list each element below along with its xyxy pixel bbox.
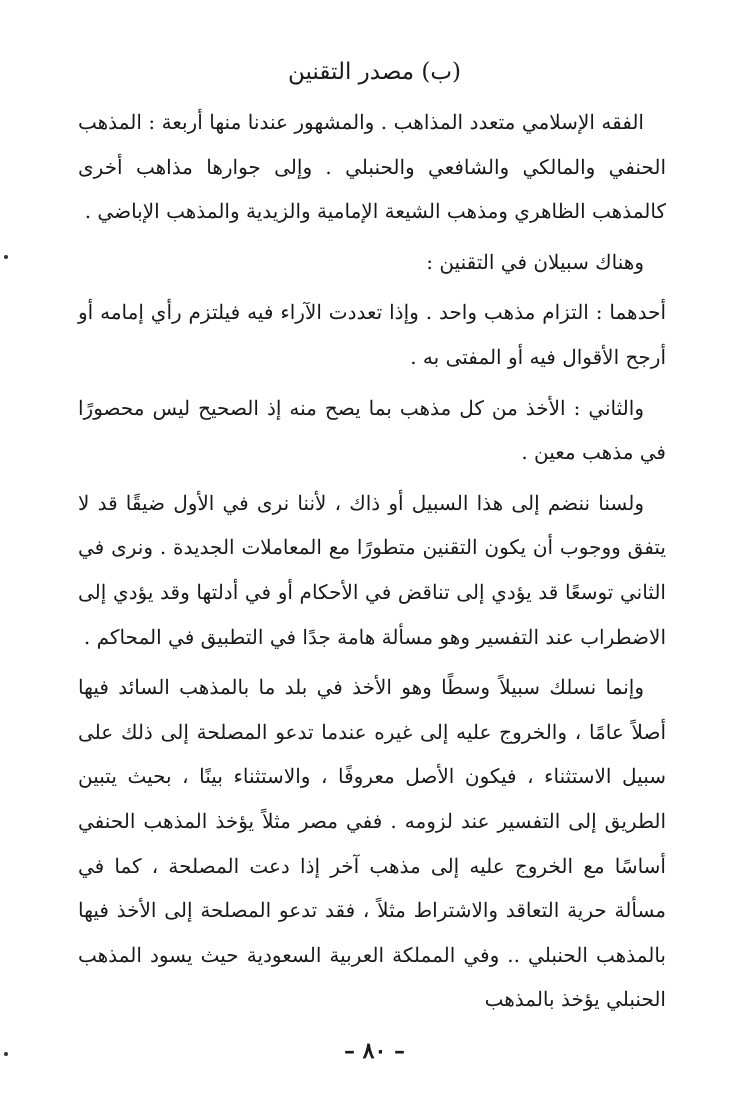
scan-speck-mark — [4, 1052, 8, 1056]
section-heading: (ب) مصدر التقنين — [287, 59, 462, 85]
scan-speck-mark — [4, 255, 8, 259]
page-number: – ٨٠ – — [344, 1038, 405, 1064]
paragraph-two-paths: وهناك سبيلان في التقنين : — [426, 249, 644, 274]
paragraph-first-path: أحدهما : التزام مذهب واحد . وإذا تعددت الآراء فيه فيلتزم رأي إمامه أو أرجح الأقوال فيه أو المفتى به . — [78, 300, 666, 369]
body-text — [78, 100, 666, 1022]
paragraph-middle-path: وإنما نسلك سبيلاً وسطًا وهو الأخذ في بلد ما بالمذهب السائد فيها أصلاً عامًا ، والخروج عليه إلى غيره عندما تدعو المصلحة إلى ذلك على سبيل الاستثناء ، فيكون الأصل معروفًا ، والاستثناء بينًا ، بحيث يتبين الطريق إلى التفسير عند لزومه . ففي مصر مثلاً يؤخذ المذهب الحنفي أساسًا مع الخروج عليه إلى مذهب آخر إذا دعت المصلحة ، كما في مسألة حرية التعاقد والاشتراط مثلاً ، فقد تدعو المصلحة إلى الأخذ فيها بالمذهب الحنبلي .. وفي المملكة العربية السعودية حيث يسود المذهب الحنبلي يؤخذ بالمذهب — [78, 675, 666, 1012]
paragraph-rejection: ولسنا ننضم إلى هذا السبيل أو ذاك ، لأننا نرى في الأول ضيقًا قد لا يتفق ووجوب أن يكون التقنين متطورًا مع المعاملات الجديدة . ونرى في الثاني توسعًا قد يؤدي إلى تناقض في الأحكام أو في أدلتها وقد يؤدي إلى الاضطراب عند التفسير وهو مسألة هامة جدًا في التطبيق في المحاكم . — [78, 490, 667, 649]
paragraph-second-path: والثاني : الأخذ من كل مذهب بما يصح منه إذ الصحيح ليس محصورًا في مذهب معين . — [78, 395, 666, 465]
paragraph-madhahib: الفقه الإسلامي متعدد المذاهب . والمشهور عندنا منها أربعة : المذهب الحنفي والمالكي والشافعي والحنبلي . وإلى جوارها مذاهب أخرى كالمذهب الظاهري ومذهب الشيعة الإمامية والزيدية والمذهب الإباضي . — [78, 110, 666, 224]
